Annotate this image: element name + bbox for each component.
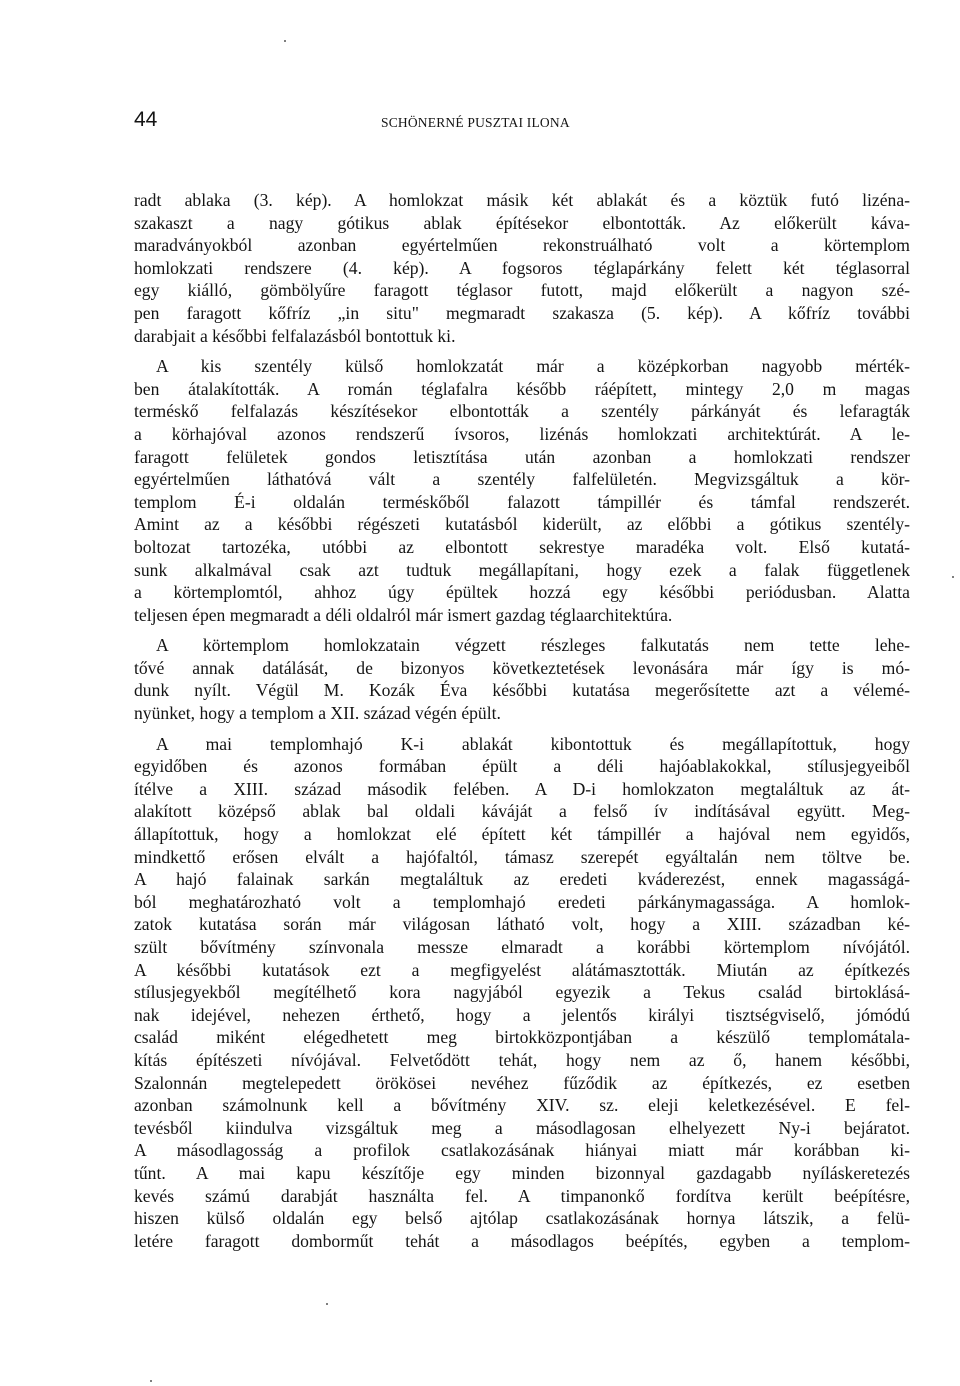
- page-number: 44: [134, 108, 158, 131]
- text-line: Szalonnán megtelepedett örökösei nevéhez fűződik az építkezés, ez esetben: [134, 1072, 910, 1093]
- text-line: állapítottuk, hogy a homlokzat elé épített két támpillér a hajóval nem egyidős,: [134, 824, 910, 845]
- text-line: terméskő felfalazás készítésekor elbontották a szentély párkányát és lefaragták: [134, 401, 910, 422]
- text-line: teljesen épen megmaradt a déli oldalról már ismert gazdag téglaarchitektúra.: [134, 604, 673, 625]
- text-line: tővé annak datálását, de bizonyos következtetések levonására már így is mó-: [134, 657, 910, 678]
- text-line: kevés számú darabját használta fel. A timpanonkő fordítva került beépítésre,: [134, 1185, 910, 1206]
- text-line: A körtemplom homlokzatain végzett részleges falkutatás nem tette lehe-: [156, 635, 910, 656]
- text-line: egyértelműen láthatóvá vált a szentély falfelületén. Megvizsgáltuk a kör-: [134, 469, 910, 490]
- text-line: tevésből kiindulva vizsgáltuk meg a másodlagosan elhelyezett Ny-i bejáratot.: [134, 1117, 910, 1138]
- text-line: ítélve a XIII. század második felében. A D-i homlokzaton megtaláltuk az át-: [134, 778, 910, 799]
- text-line: zatok kutatása során már világosan látható volt, hogy a XIII. században ké-: [134, 914, 910, 935]
- text-line: nak idejével, nehezen érthető, hogy a jelentős királyi tisztségviselő, jómódú: [134, 1004, 910, 1025]
- text-line: A mai templomhajó K-i ablakát kibontottuk és megállapítottuk, hogy: [156, 733, 910, 754]
- text-line: ben átalakították. A román téglafalra később ráépített, mintegy 2,0 m magas: [134, 378, 910, 399]
- text-line: mindkettő erősen elvált a hajófaltól, támasz szerepét egyáltalán nem töltve be.: [134, 846, 910, 867]
- text-line: szült bővítmény színvonala messze elmaradt a korábbi körtemplom nívójától.: [134, 937, 910, 957]
- text-line: egyidőben és azonos formában épült a déli hajóablakokkal, stílusjegyeiből: [134, 756, 910, 777]
- paragraph-p2: [134, 355, 910, 626]
- text-line: sunk alkalmával csak azt tudtuk megállapítani, hogy ezek a falak függetlenek: [134, 559, 910, 580]
- text-line: templom É-i oldalán terméskőből falazott támpillér és támfal rendszerét.: [134, 491, 910, 512]
- paragraph-p4: [134, 733, 910, 1253]
- text-line: A másodlagosság a profilok csatlakozásának hiányai miatt már korábban ki-: [134, 1140, 910, 1161]
- scan-speck: [952, 576, 954, 578]
- text-line: kítás építészeti nívójával. Felvetődött tehát, hogy nem az ő, hanem későbbi,: [134, 1049, 910, 1070]
- text-line: homlokzati rendszere (4. kép). A fogsoros téglapárkány felett két téglasorral: [134, 257, 910, 278]
- text-line: nyünket, hogy a templom a XII. század végén épült.: [134, 703, 501, 724]
- paragraph-p3: [134, 634, 910, 724]
- text-line: a körtemplomtól, ahhoz úgy épültek hozzá egy későbbi periódusban. Alatta: [134, 582, 910, 603]
- paragraph-p1: [134, 189, 910, 347]
- scan-speck: [150, 1380, 152, 1382]
- text-line: boltozat tartozéka, utóbbi az elbontott sekrestye maradéka volt. Első kutatá-: [134, 536, 910, 557]
- text-line: dunk nyílt. Végül M. Kozák Éva későbbi kutatása megerősítette azt a vélemé-: [134, 680, 910, 701]
- body-text: [134, 189, 910, 1252]
- text-line: faragott felületek gondos letisztítása után azonban a homlokzati rendszer: [134, 446, 910, 467]
- text-line: Amint az a későbbi régészeti kutatásból kiderült, az előbbi a gótikus szentély-: [134, 514, 910, 535]
- text-line: letére faragott domborműt tehát a másodlagos beépítés, egyben a templom-: [134, 1230, 910, 1251]
- text-line: a körhajóval azonos rendszerű ívsoros, lizénás homlokzati architektúrát. A le-: [134, 423, 910, 444]
- text-line: család miként elégedhetett meg birtokközpontjában a készülő templomátala-: [134, 1027, 910, 1048]
- text-line: szakaszt a nagy gótikus ablak építésekor elbontották. Az előkerült káva-: [134, 212, 910, 233]
- running-head: SCHÖNERNÉ PUSZTAI ILONA: [381, 115, 570, 130]
- text-line: A hajó falainak sarkán megtaláltuk az eredeti kváderezést, ennek magasságá-: [134, 869, 910, 890]
- text-line: azonban számolnunk kell a bővítmény XIV. sz. eleji keletkezésével. E fel-: [134, 1095, 910, 1116]
- text-line: A kis szentély külső homlokzatát már a középkorban nagyobb mérték-: [156, 356, 910, 377]
- text-line: A későbbi kutatások ezt a megfigyelést alátámasztották. Miután az építkezés: [134, 959, 910, 980]
- text-line: maradványokból azonban egyértelműen rekonstruálható volt a körtemplom: [134, 235, 910, 256]
- page-header: [134, 108, 910, 140]
- text-line: radt ablaka (3. kép). A homlokzat másik két ablakát és a köztük futó lizéna-: [134, 190, 910, 210]
- text-line: darabjait a későbbi felfalazásból bontottuk ki.: [134, 325, 456, 346]
- text-line: stílusjegyekből megítélhető kora nagyjából egyezik a Tekus család birtoklásá-: [134, 982, 910, 1003]
- text-line: tűnt. A mai kapu készítője egy minden bizonnyal gazdagabb nyíláskeretezés: [134, 1162, 910, 1183]
- scan-speck: [284, 40, 286, 42]
- text-line: egy kiálló, gömbölyűre faragott téglasor futott, majd előkerült a nagyon szé-: [134, 280, 910, 301]
- scan-speck: [326, 1303, 328, 1305]
- text-line: ból meghatározható volt a templomhajó eredeti párkánymagassága. A homlok-: [134, 891, 910, 912]
- text-line: pen faragott kőfríz „in situ" megmaradt szakasza (5. kép). A kőfríz további: [134, 302, 910, 323]
- text-line: hiszen külső oldalán egy belső ajtólap csatlakozásának hornya látszik, a felü-: [134, 1208, 910, 1229]
- text-line: alakított középső ablak bal oldali káváját a felső ív indításával együtt. Meg-: [134, 801, 910, 822]
